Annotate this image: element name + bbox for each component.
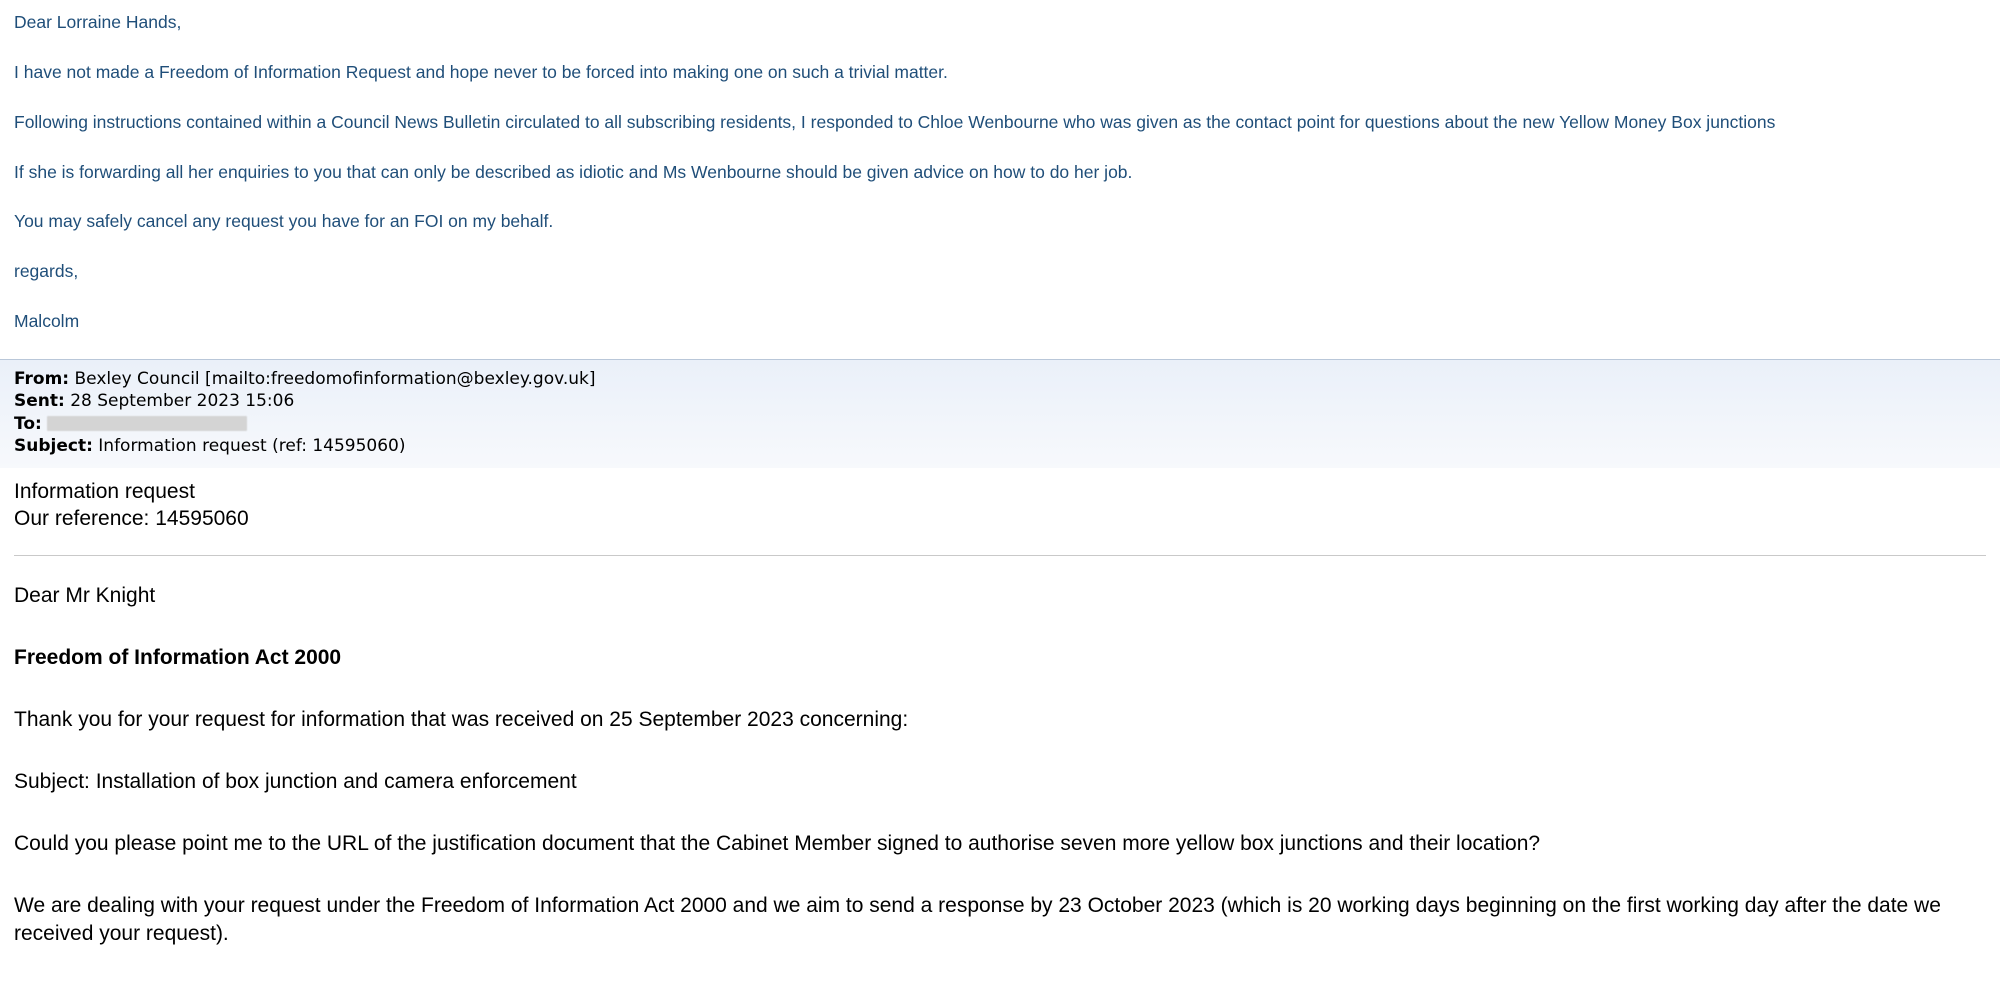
information-request-title: Information request [14,479,195,503]
quoted-subject-value: Information request (ref: 14595060) [98,436,406,457]
reply-closing: regards, [14,261,79,282]
reply-paragraph-3: If she is forwarding all her enquiries to you that can only be described as idiotic and Ms Wenbourne should be given advice on how to do her job. [14,161,1133,182]
letter-paragraph-1: Thank you for your request for information that was received on 25 September 2023 concerning: [14,707,909,731]
letter-salutation: Dear Mr Knight [14,584,156,608]
quoted-sent-label: Sent: [14,391,65,412]
letter-body [0,556,2000,947]
quoted-from-value: Bexley Council [mailto:freedomofinformation@bexley.gov.uk] [74,368,596,389]
quoted-to-row [14,413,1986,435]
our-reference-line: Our reference: 14595060 [14,507,249,531]
letter-paragraph-3: Could you please point me to the URL of the justification document that the Cabinet Member signed to authorise seven more yellow box junctions and their location? [14,831,1541,855]
letter-paragraph-4: We are dealing with your request under the Freedom of Information Act 2000 and we aim to send a response by 23 October 2023 (which is 20 working days beginning on the first working day after the date we received your request). [14,893,1941,945]
reply-paragraph-1: I have not made a Freedom of Information Request and hope never to be forced into making one on such a trivial matter. [14,61,948,82]
quoted-to-label: To: [14,413,42,434]
redacted-recipient [47,416,247,431]
quoted-subject-label: Subject: [14,436,93,457]
reply-signature: Malcolm [14,311,80,332]
reply-body [0,0,2000,334]
reply-paragraph-4: You may safely cancel any request you have for an FOI on my behalf. [14,211,554,232]
reply-salutation: Dear Lorraine Hands, [14,12,182,32]
quoted-sent-row [14,390,1986,412]
letter-paragraph-2: Subject: Installation of box junction and camera enforcement [14,769,577,793]
quoted-subject-row [14,435,1986,457]
letter-heading: Freedom of Information Act 2000 [14,646,342,670]
quoted-from-label: From: [14,368,70,389]
reply-paragraph-2: Following instructions contained within a Council News Bulletin circulated to all subscribing residents, I responded to Chloe Wenbourne who was given as the contact point for questions about the new Yellow Money Box junctions [14,111,1776,132]
quoted-from-row [14,368,1986,390]
quoted-body-intro [0,468,2000,533]
quoted-sent-value: 28 September 2023 15:06 [70,391,295,412]
quoted-email-header [0,359,2000,468]
